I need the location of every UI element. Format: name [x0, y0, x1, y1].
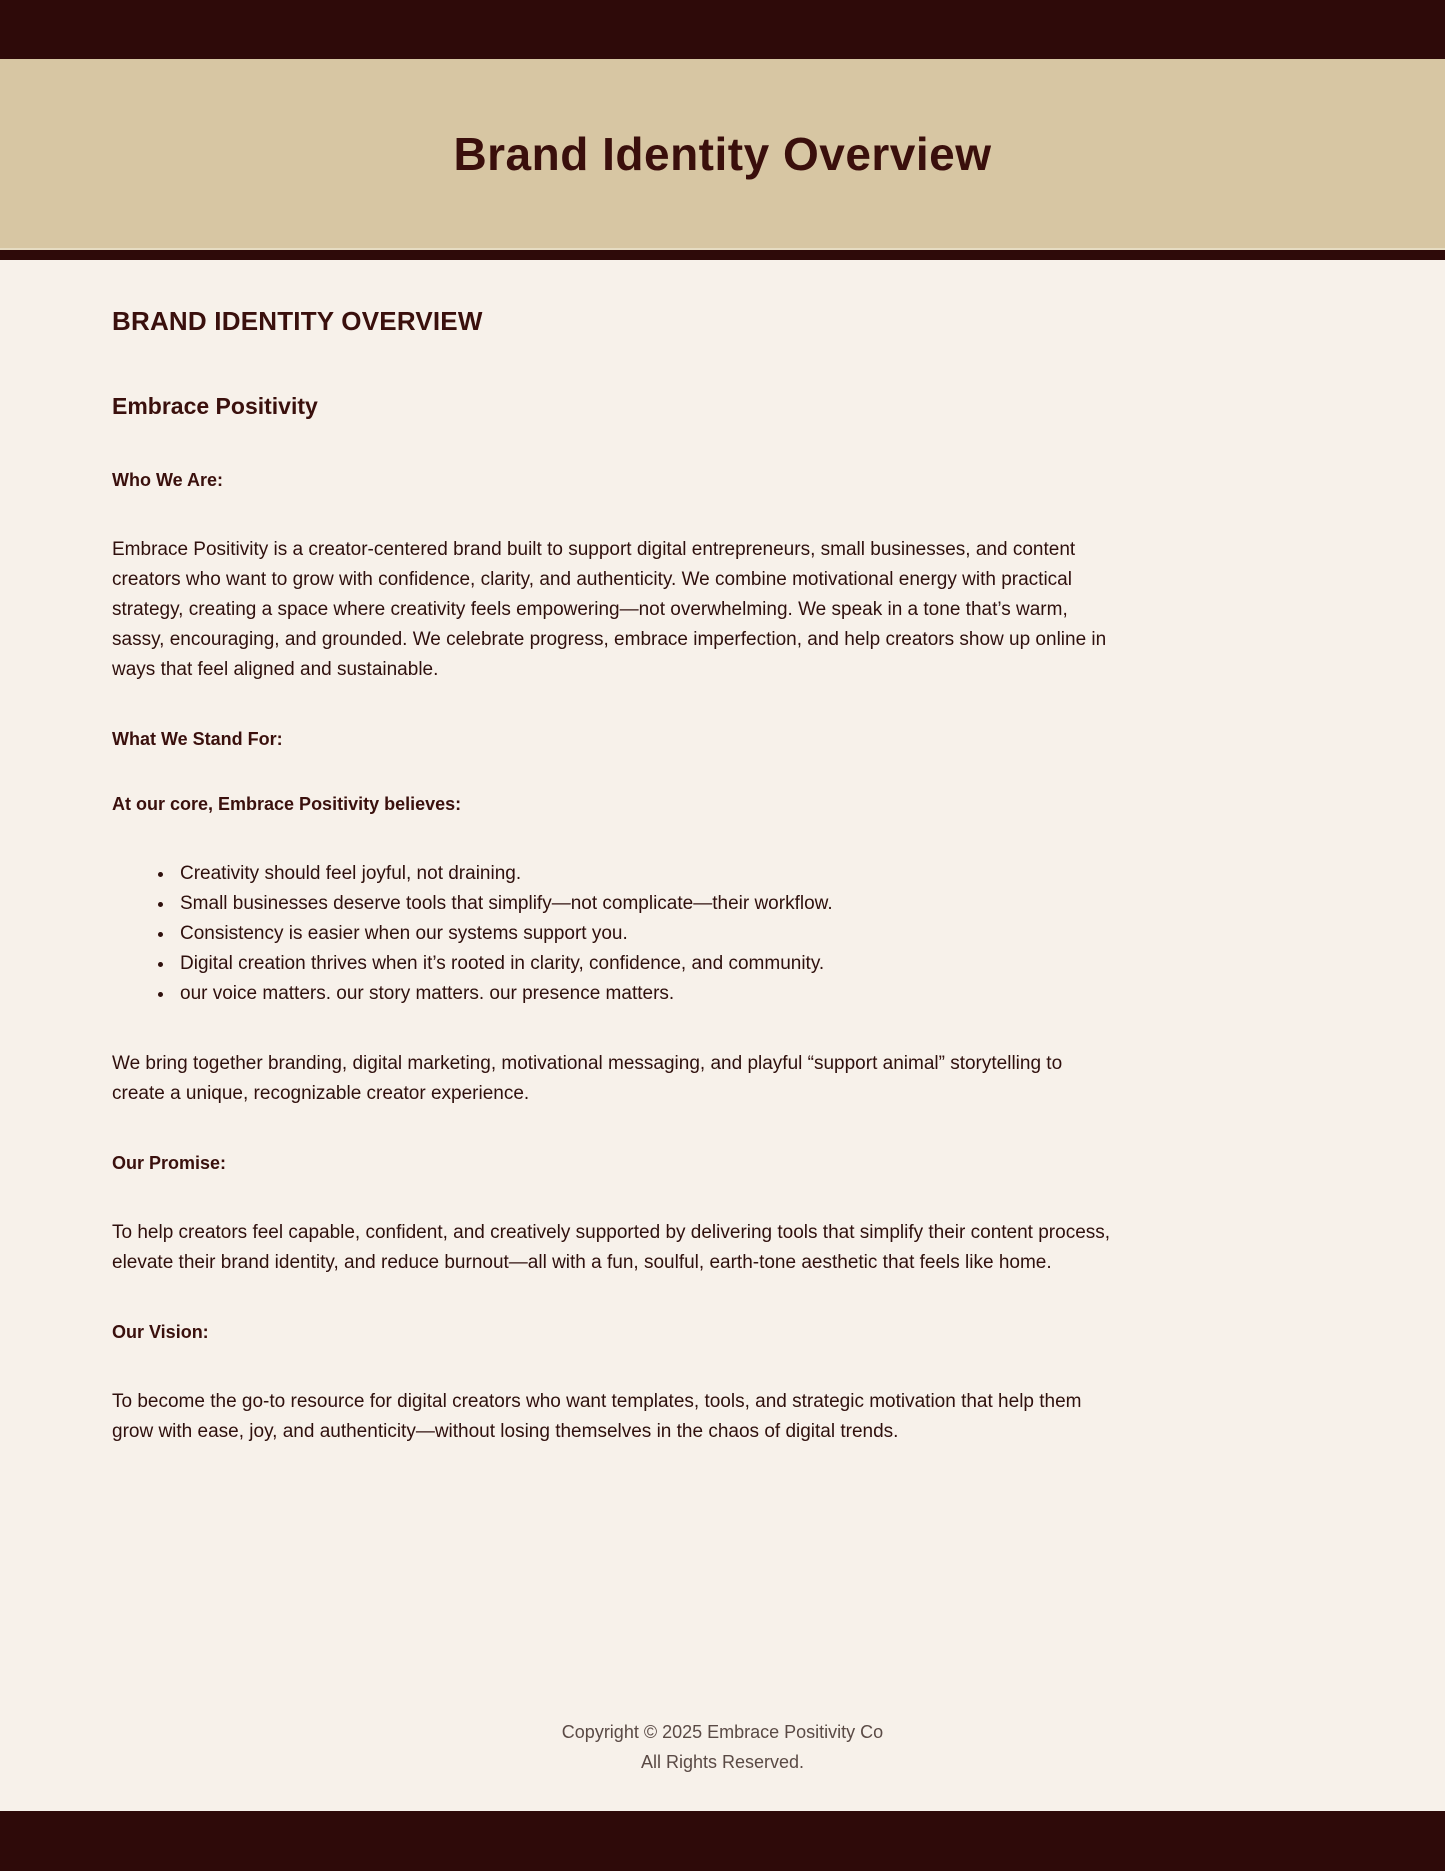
brand-name-heading: Embrace Positivity — [112, 393, 318, 419]
footer-copyright: Copyright © 2025 Embrace Positivity Co — [561, 1722, 884, 1742]
who-we-are-label: Who We Are: — [112, 470, 223, 490]
footer-rights: All Rights Reserved. — [640, 1752, 805, 1772]
what-we-stand-for-label: What We Stand For: — [112, 729, 283, 749]
list-item: Consistency is easier when our systems support you. — [180, 919, 1333, 949]
document-content — [0, 260, 1445, 1691]
document-title: Brand Identity Overview — [453, 127, 992, 180]
list-item: Creativity should feel joyful, not draining. — [180, 859, 1333, 889]
list-item: our voice matters. our story matters. our presence matters. — [180, 979, 1333, 1009]
title-band — [0, 59, 1445, 250]
section-title: BRAND IDENTITY OVERVIEW — [112, 306, 483, 336]
header-top-bar — [0, 0, 1445, 59]
list-item: Small businesses deserve tools that simplify—not complicate—their workflow. — [180, 889, 1333, 919]
our-vision-paragraph: To become the go-to resource for digital creators who want templates, tools, and strategic motivation that help them grow with ease, joy, and authenticity—without losing themselves in the chaos of digital trends. — [112, 1391, 1082, 1442]
document-footer — [0, 1691, 1445, 1811]
our-vision-label: Our Vision: — [112, 1322, 209, 1342]
list-item: Digital creation thrives when it’s rooted in clarity, confidence, and community. — [180, 949, 1333, 979]
who-we-are-paragraph: Embrace Positivity is a creator-centered brand built to support digital entrepreneurs, small businesses, and content creators who want to grow with confidence, clarity, and authenticity. We combine motivational energy with practical strategy, creating a space where creativity feels empowering—not overwhelming. We speak in a tone that’s warm, sassy, encouraging, and grounded. We celebrate progress, embrace imperfection, and help creators show up online in ways that feel aligned and sustainable. — [112, 539, 1107, 680]
our-promise-label: Our Promise: — [112, 1153, 227, 1173]
our-promise-paragraph: To help creators feel capable, confident, and creatively supported by delivering tools that simplify their content process, elevate their brand identity, and reduce burnout—all with a fun, soulful, earth-tone aesthetic that feels like home. — [112, 1222, 1111, 1273]
beliefs-label: At our core, Embrace Positivity believes: — [112, 794, 462, 814]
bring-together-paragraph: We bring together branding, digital marketing, motivational messaging, and playful “support animal” storytelling to create a unique, recognizable creator experience. — [112, 1053, 1063, 1104]
beliefs-list — [112, 859, 1333, 1009]
footer-bottom-bar — [0, 1811, 1445, 1871]
title-divider-rule — [0, 250, 1445, 260]
